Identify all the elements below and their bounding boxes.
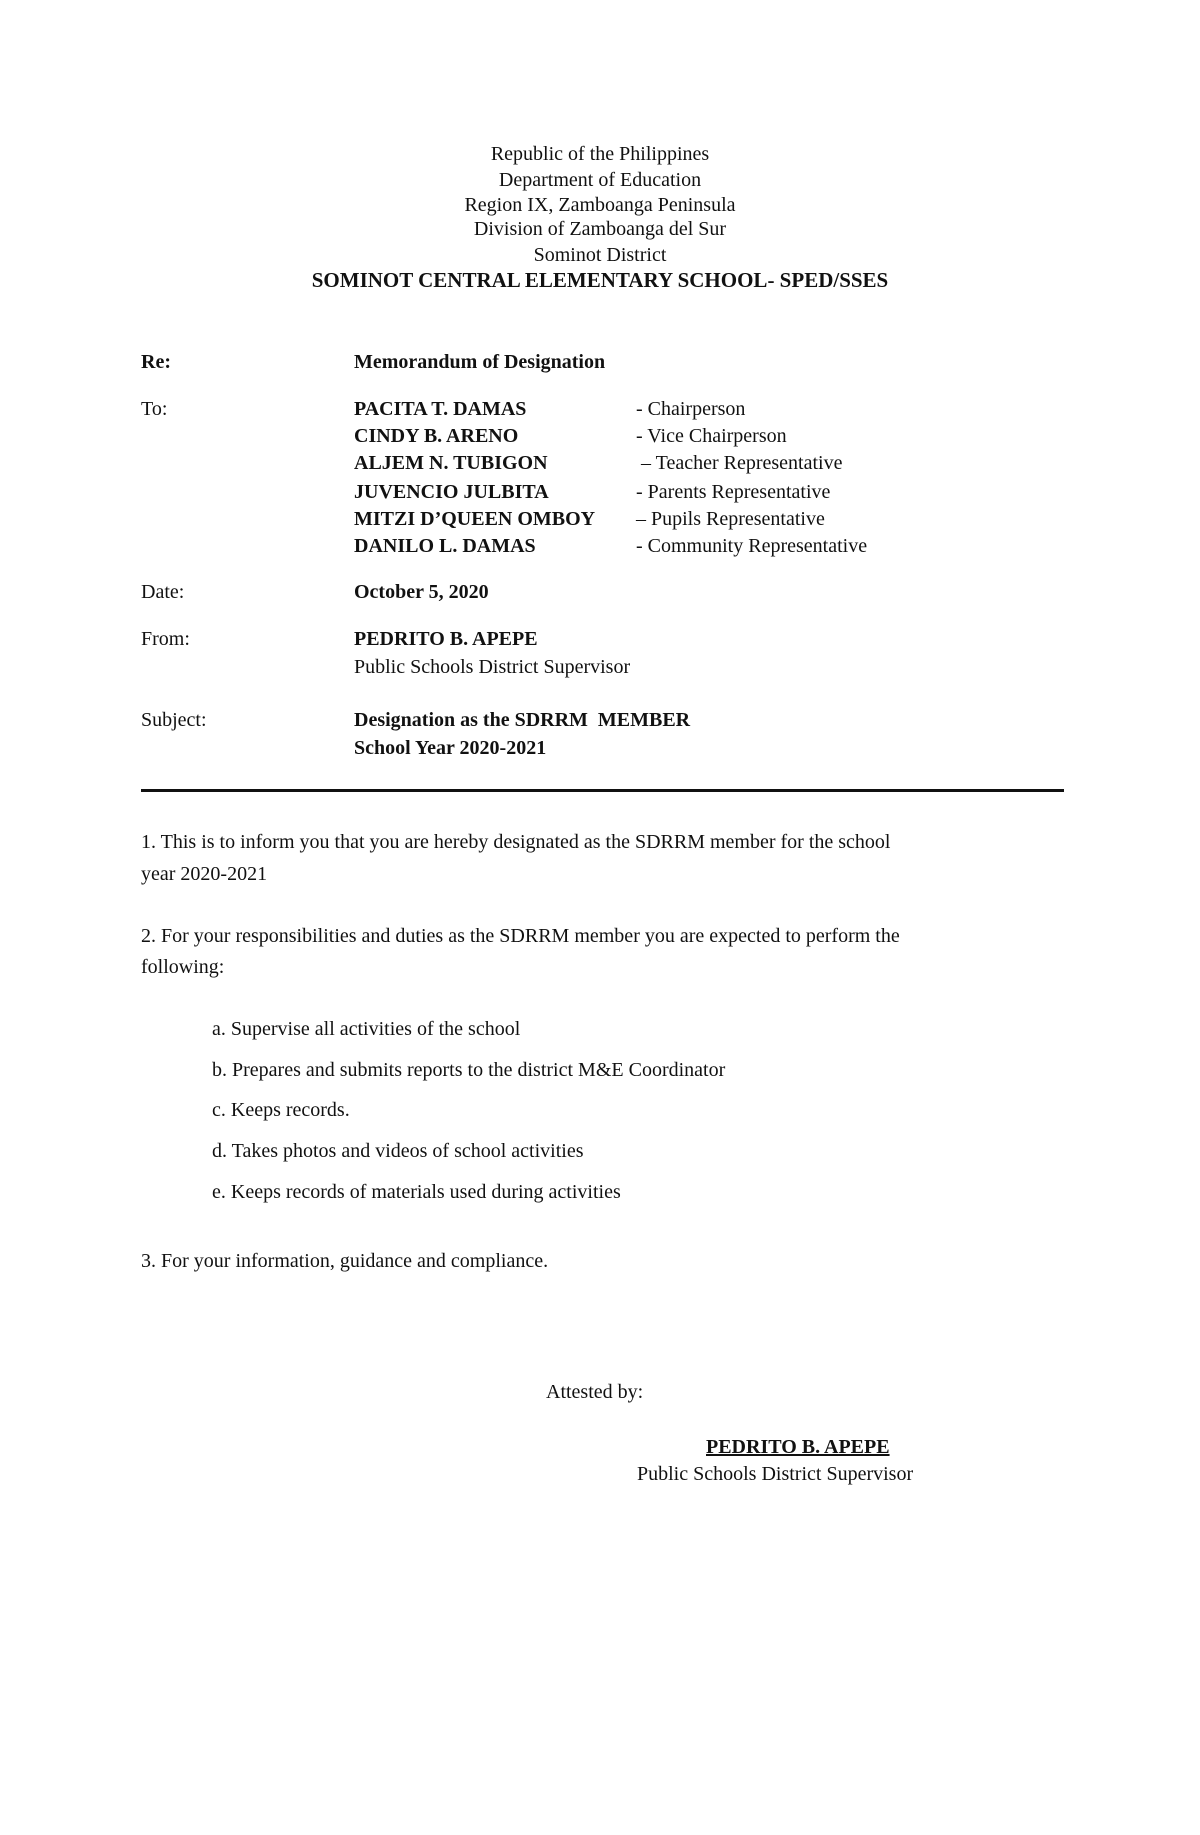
recipient-name: ALJEM N. TUBIGON: [354, 452, 548, 474]
recipient-role: - Vice Chairperson: [636, 425, 787, 447]
paragraph-1: year 2020-2021: [141, 863, 268, 885]
letterhead-line: Sominot District: [533, 244, 667, 266]
recipient-name: JUVENCIO JULBITA: [354, 481, 549, 503]
school-name: SOMINOT CENTRAL ELEMENTARY SCHOOL- SPED/SSES: [311, 268, 889, 292]
recipient-role: – Pupils Representative: [636, 508, 825, 530]
recipient-role: - Community Representative: [636, 535, 868, 557]
from-name: PEDRITO B. APEPE: [354, 628, 538, 650]
recipient-role: – Teacher Representative: [636, 452, 843, 474]
paragraph-3: 3. For your information, guidance and compliance.: [141, 1250, 549, 1272]
paragraph-1: 1. This is to inform you that you are hereby designated as the SDRRM member for the school: [141, 831, 891, 853]
paragraph-2: following:: [141, 956, 225, 978]
subject-line: School Year 2020-2021: [354, 737, 547, 759]
attested-label: Attested by:: [546, 1381, 644, 1403]
recipient-role: - Parents Representative: [636, 481, 831, 503]
to-label: To:: [141, 398, 168, 420]
paragraph-2: 2. For your responsibilities and duties as the SDRRM member you are expected to perform the: [141, 925, 900, 947]
from-title: Public Schools District Supervisor: [354, 656, 631, 678]
signatory-name: PEDRITO B. APEPE: [706, 1436, 890, 1458]
recipient-role: - Chairperson: [636, 398, 746, 420]
date-value: October 5, 2020: [354, 581, 489, 603]
recipient-name: CINDY B. ARENO: [354, 425, 519, 447]
recipient-name: MITZI D’QUEEN OMBOY: [354, 508, 596, 530]
duty-item: e. Keeps records of materials used during activities: [212, 1181, 621, 1203]
letterhead-line: Republic of the Philippines: [490, 143, 710, 165]
letterhead-line: Department of Education: [498, 169, 702, 191]
duty-item: b. Prepares and submits reports to the district M&E Coordinator: [212, 1059, 726, 1081]
date-label: Date:: [141, 581, 185, 603]
signatory-title: Public Schools District Supervisor: [637, 1463, 914, 1485]
re-label: Re:: [141, 351, 171, 373]
letterhead-line: Region IX, Zamboanga Peninsula: [464, 194, 736, 216]
duty-item: a. Supervise all activities of the school: [212, 1018, 521, 1040]
letterhead-line: Division of Zamboanga del Sur: [473, 218, 727, 240]
from-label: From:: [141, 628, 190, 650]
recipient-name: PACITA T. DAMAS: [354, 398, 527, 420]
subject-label: Subject:: [141, 709, 207, 731]
re-value: Memorandum of Designation: [354, 351, 606, 373]
recipient-name: DANILO L. DAMAS: [354, 535, 536, 557]
divider-rule: [141, 789, 1064, 792]
subject-line: Designation as the SDRRM MEMBER: [354, 709, 691, 731]
duty-item: c. Keeps records.: [212, 1099, 350, 1121]
duty-item: d. Takes photos and videos of school activities: [212, 1140, 584, 1162]
